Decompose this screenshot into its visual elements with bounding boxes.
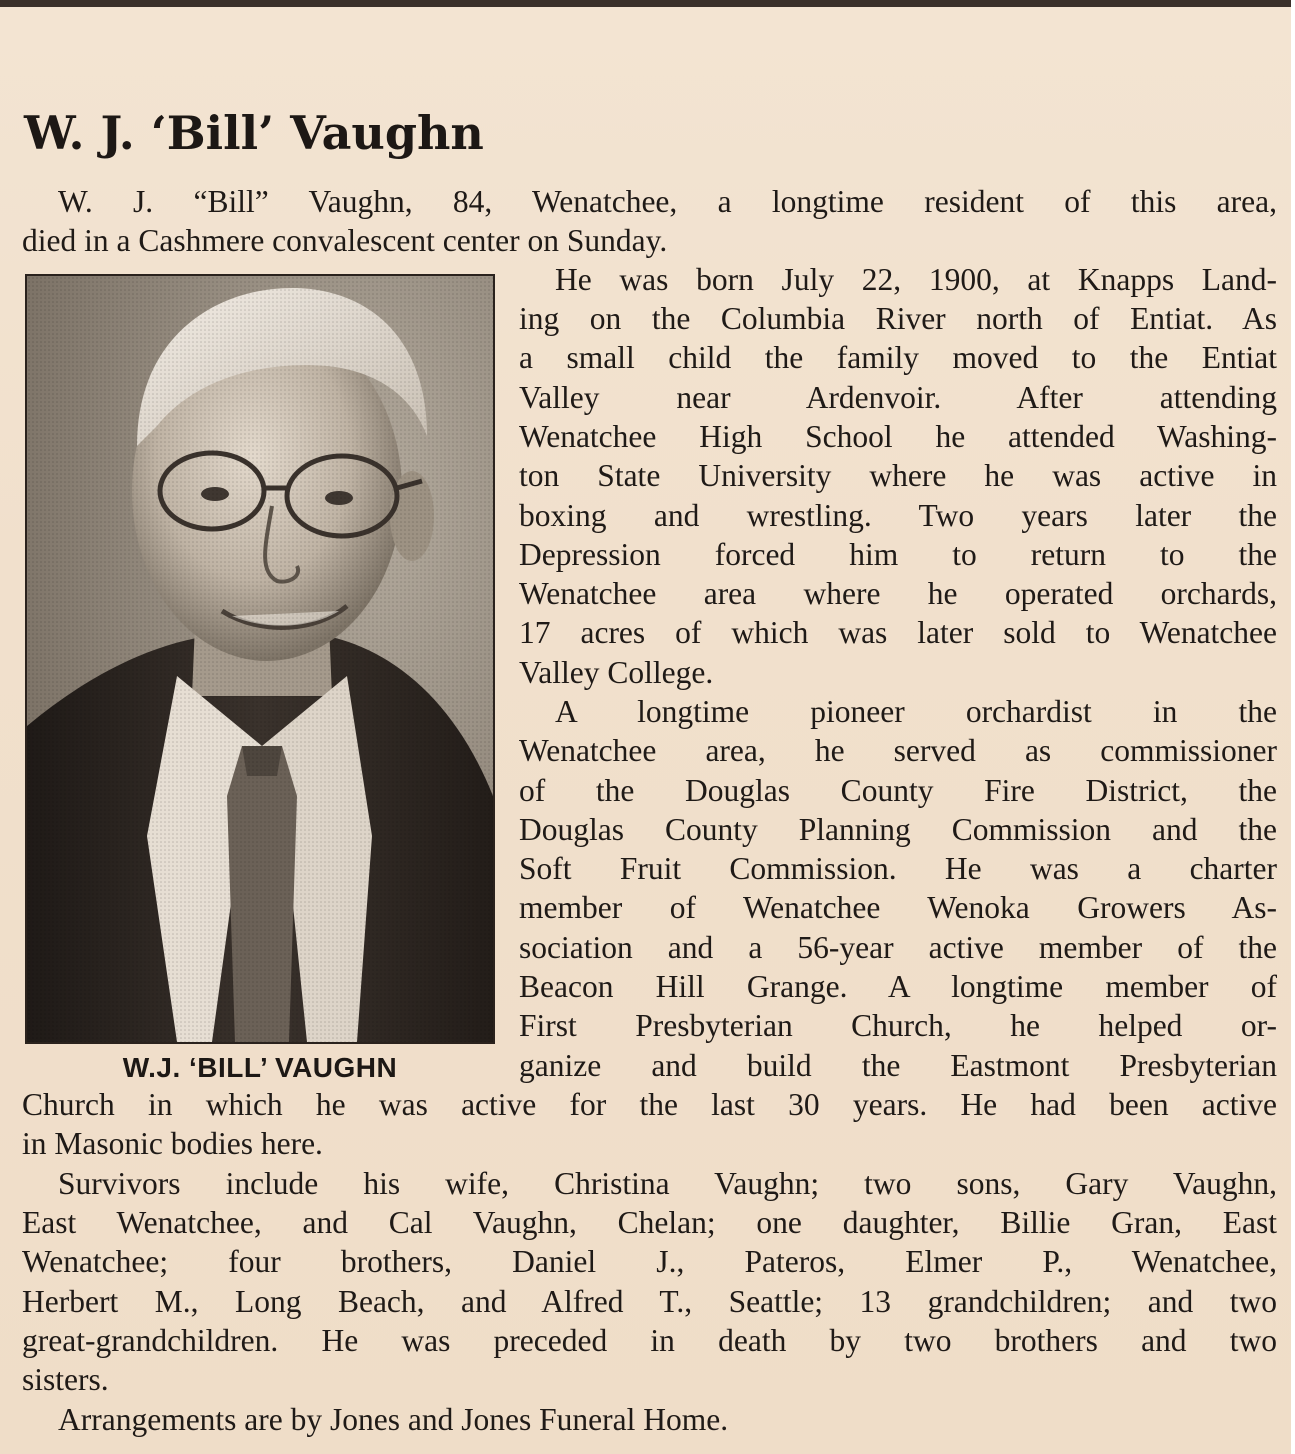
body-line: Beacon Hill Grange. A longtime member of: [519, 969, 1277, 1004]
body-line: He was born July 22, 1900, at Knapps Land-: [555, 262, 1277, 297]
body-line: sisters.: [22, 1362, 109, 1397]
body-line: Soft Fruit Commission. He was a charter: [519, 851, 1277, 886]
body-line: Church in which he was active for the last 30 years. He had been active: [22, 1087, 1277, 1122]
body-line: Arrangements are by Jones and Jones Funeral Home.: [58, 1402, 729, 1437]
body-line: ton State University where he was active in: [519, 458, 1277, 493]
body-line: Wenatchee High School he attended Washing-: [519, 419, 1277, 454]
body-line: W. J. “Bill” Vaughn, 84, Wenatchee, a longtime resident of this area,: [58, 184, 1277, 219]
body-line: Valley near Ardenvoir. After attending: [519, 380, 1277, 415]
body-line: Wenatchee area where he operated orchards,: [519, 576, 1277, 611]
body-line: a small child the family moved to the Entiat: [519, 340, 1277, 375]
body-line: ing on the Columbia River north of Entiat. As: [519, 301, 1277, 336]
photo-caption: W.J. ‘BILL’ VAUGHN: [122, 1052, 398, 1083]
body-line: Douglas County Planning Commission and the: [519, 812, 1277, 847]
body-line: member of Wenatchee Wenoka Growers As-: [519, 890, 1277, 925]
body-line: A longtime pioneer orchardist in the: [555, 694, 1277, 729]
obituary-headline: W. J. ‘Bill’ Vaughn: [24, 106, 484, 160]
body-line: in Masonic bodies here.: [22, 1126, 323, 1161]
body-line: died in a Cashmere convalescent center on Sunday.: [22, 223, 668, 258]
body-line: sociation and a 56-year active member of the: [519, 930, 1277, 965]
body-line: Survivors include his wife, Christina Vaughn; two sons, Gary Vaughn,: [58, 1166, 1277, 1201]
scan-right-edge: [1291, 0, 1295, 1454]
body-line: 17 acres of which was later sold to Wenatchee: [519, 615, 1277, 650]
body-line: Wenatchee; four brothers, Daniel J., Pateros, Elmer P., Wenatchee,: [22, 1244, 1277, 1279]
portrait-photo: [25, 274, 495, 1044]
body-line: Depression forced him to return to the: [519, 537, 1277, 572]
body-line: East Wenatchee, and Cal Vaughn, Chelan; one daughter, Billie Gran, East: [22, 1205, 1277, 1240]
body-line: First Presbyterian Church, he helped or-: [519, 1008, 1277, 1043]
body-line: Wenatchee area, he served as commissioner: [519, 733, 1277, 768]
body-line: of the Douglas County Fire District, the: [519, 773, 1277, 808]
body-line: great-grandchildren. He was preceded in death by two brothers and two: [22, 1323, 1277, 1358]
body-line: Valley College.: [519, 655, 714, 690]
body-line: boxing and wrestling. Two years later the: [519, 498, 1277, 533]
portrait-illustration: [27, 276, 493, 1042]
scan-top-edge: [0, 0, 1295, 7]
body-line: ganize and build the Eastmont Presbyterian: [519, 1048, 1277, 1083]
body-line: Herbert M., Long Beach, and Alfred T., Seattle; 13 grandchildren; and two: [22, 1284, 1277, 1319]
